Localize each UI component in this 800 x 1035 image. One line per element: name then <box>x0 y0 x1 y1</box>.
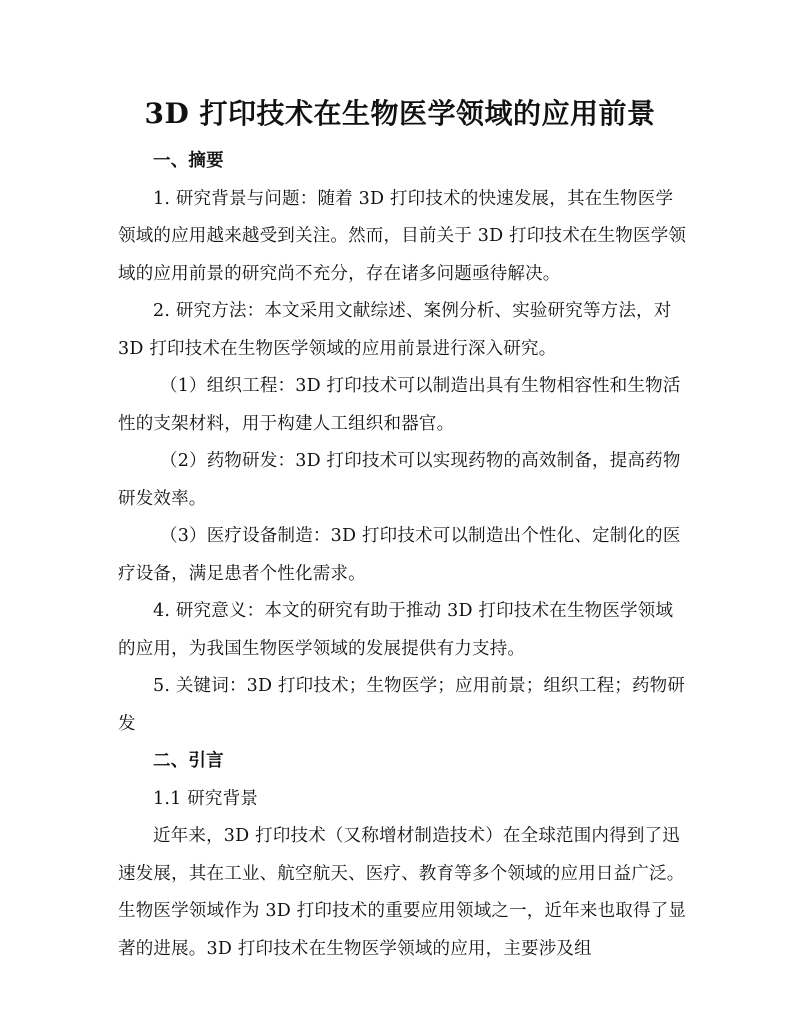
subsection-heading-background: 1.1 研究背景 <box>153 788 258 809</box>
section-heading-introduction: 二、引言 <box>153 751 224 771</box>
paragraph-drug-development: （2）药物研发：3D 打印技术可以实现药物的高效制备，提高药物研发效率。 <box>118 451 681 509</box>
document-title: 3D 打印技术在生物医学领域的应用前景 <box>144 97 656 130</box>
paragraph-tissue-engineering: （1）组织工程：3D 打印技术可以制造出具有生物相容性和生物活性的支架材料，用于构建人工组织和器官。 <box>118 376 681 434</box>
paragraph-medical-devices: （3）医疗设备制造：3D 打印技术可以制造出个性化、定制化的医疗设备，满足患者个性化需求。 <box>118 526 681 584</box>
paragraph-significance: 4. 研究意义：本文的研究有助于推动 3D 打印技术在生物医学领域的应用，为我国生物医学领域的发展提供有力支持。 <box>118 601 674 659</box>
paragraph-keywords: 5. 关键词：3D 打印技术；生物医学；应用前景；组织工程；药物研发 <box>118 676 686 734</box>
section-heading-abstract: 一、摘要 <box>153 151 224 171</box>
paragraph-methods: 2. 研究方法：本文采用文献综述、案例分析、实验研究等方法，对 3D 打印技术在生物医学领域的应用前景进行深入研究。 <box>118 301 672 359</box>
paragraph-intro-background: 近年来，3D 打印技术（又称增材制造技术）在全球范围内得到了迅速发展，其在工业、航空航天、医疗、教育等多个领域的应用日益广泛。生物医学领域作为 3D 打印技术的重要应用领域之一，近年来也取得了显著的进展。3D 打印技术在生物医学领域的应用，主要涉及组 <box>118 826 687 959</box>
paragraph-background: 1. 研究背景与问题：随着 3D 打印技术的快速发展，其在生物医学领域的应用越来越受到关注。然而，目前关于 3D 打印技术在生物医学领域的应用前景的研究尚不充分，存在诸多问题亟待解决。 <box>118 188 687 284</box>
document-body <box>118 143 688 968</box>
